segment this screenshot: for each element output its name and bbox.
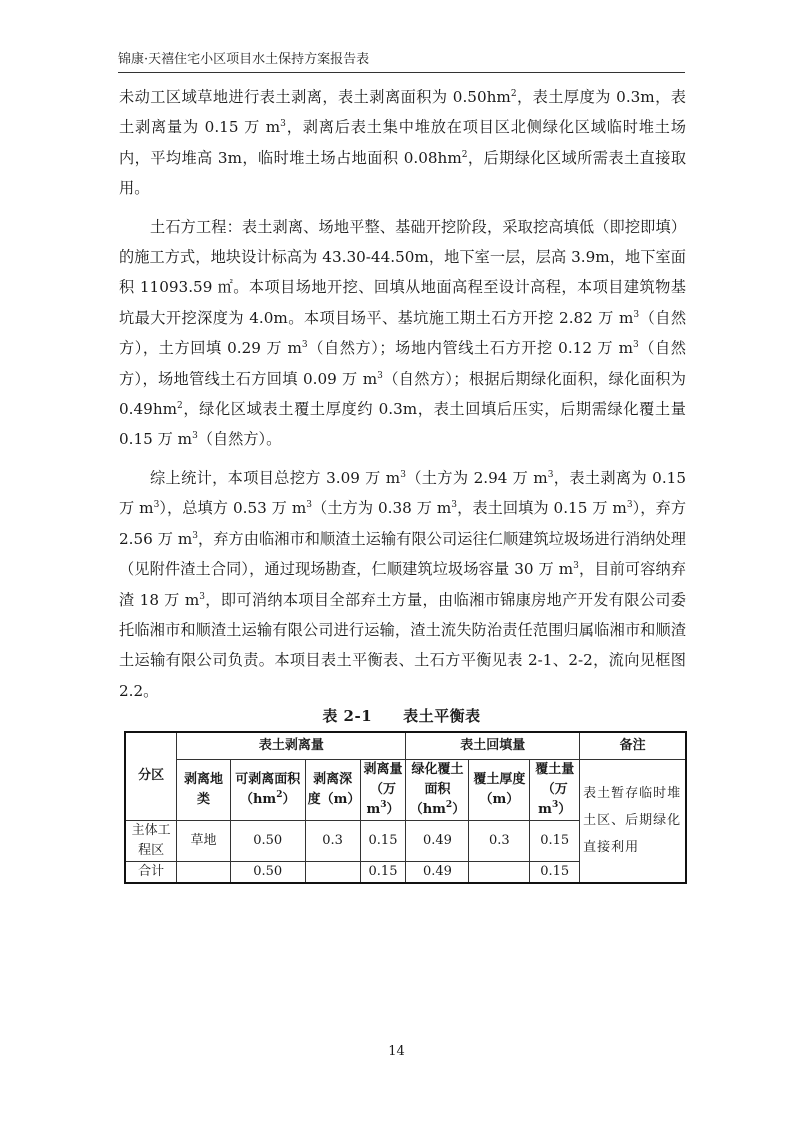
topsoil-balance-table xyxy=(124,731,687,884)
col-cover-volume: 覆土量（万 $m^3$） xyxy=(530,759,580,820)
paragraph-summary: 综上统计，本项目总挖方 3.09 万 $m^3$（土方为 2.94 万 $m^3$，表土剥离为 0.15 万 $m^3$），总填方 0.53 万 $m^3$（土方为 0.38 万 $m^3$，表土回填为 0.15 万 $m^3$），弃方 2.56 万 $m^3$，弃方由临湘市和顺渣土运输有限公司运往仁顺建筑垃圾场进行消纳处理（见附件渣土合同），通过现场勘查，仁顺建筑垃圾场容量 30 万 $m^3$，目前可容纳弃渣 18 万 $m^3$，即可消纳本项目全部弃土方量，由临湘市锦康房地产开发有限公司委托临湘市和顺渣土运输有限公司进行运输，渣土流失防治责任范围归属临湘市和顺渣土运输有限公司负责。本项目表土平衡表、土石方平衡见表 2-1、2-2，流向见框图 2.2。 xyxy=(119,468,687,700)
header-backfill: 表土回填量 xyxy=(406,732,580,759)
cell-strip-type xyxy=(177,861,231,883)
cell-cover-volume: 0.15 xyxy=(530,820,580,861)
paragraph-topsoil-stripping: 未动工区域草地进行表土剥离，表土剥离面积为 $0.50hm^2$，表土厚度为 0.3m，表土剥离量为 0.15 万 $m^3$，剥离后表土集中堆放在项目区北侧绿化区域临时堆土场内，平均堆高 3m，临时堆土场占地面积 $0.08hm^2$，后期绿化区域所需表土直接取用。 xyxy=(119,88,686,198)
col-strip-depth: 剥离深度（m） xyxy=(305,759,360,820)
cell-strip-volume: 0.15 xyxy=(360,861,406,883)
table-group-header-row xyxy=(125,732,686,759)
cell-cover-depth xyxy=(469,861,530,883)
cell-green-area: 0.49 xyxy=(406,861,469,883)
cell-strip-area: 0.50 xyxy=(230,820,305,861)
header-zone: 分区 xyxy=(125,732,177,820)
table-column-header-row xyxy=(125,759,686,820)
col-cover-depth: 覆土厚度（m） xyxy=(469,759,530,820)
cell-zone: 合计 xyxy=(125,861,177,883)
header-stripping: 表土剥离量 xyxy=(177,732,406,759)
col-green-area: 绿化覆土面积$(hm^2)$ xyxy=(406,759,469,820)
header-title: 锦康·天禧住宅小区项目水土保持方案报告表 xyxy=(118,52,370,67)
cell-strip-depth xyxy=(305,861,360,883)
cell-strip-depth: 0.3 xyxy=(305,820,360,861)
col-strip-volume: 剥离量（万 $m^3$） xyxy=(360,759,406,820)
col-strip-type: 剥离地类 xyxy=(177,759,231,820)
cell-green-area: 0.49 xyxy=(406,820,469,861)
cell-strip-type: 草地 xyxy=(177,820,231,861)
col-strip-area: 可剥离面积$(hm^2)$ xyxy=(230,759,305,820)
cell-cover-depth: 0.3 xyxy=(469,820,530,861)
paragraph-earthwork: 土石方工程：表土剥离、场地平整、基础开挖阶段，采取挖高填低（即挖即填）的施工方式，地块设计标高为 43.30-44.50m，地下室一层，层高 3.9m，地下室面积 11093.59 ㎡。本项目场地开挖、回填从地面高程至设计高程，本项目建筑物基坑最大开挖深度为 4.0m。本项目场平、基坑施工期土石方开挖 2.82 万 $m^3$（自然方），土方回填 0.29 万 $m^3$（自然方）；场地内管线土石方开挖 0.12 万 $m^3$（自然方），场地管线土石方回填 0.09 万 $m^3$（自然方）；根据后期绿化面积，绿化面积为 $0.49hm^2$，绿化区域表土覆土厚度约 0.3m，表土回填后压实，后期需绿化覆土量 0.15 万 $m^3$（自然方）。 xyxy=(119,217,687,449)
body-text xyxy=(119,82,686,706)
header-remark: 备注 xyxy=(580,732,686,759)
cell-strip-area: 0.50 xyxy=(230,861,305,883)
document-header xyxy=(118,50,685,73)
table-title: 表 2-1 表土平衡表 xyxy=(322,707,481,725)
cell-zone: 主体工程区 xyxy=(125,820,177,861)
remark-cell: 表土暂存临时堆土区、后期绿化直接利用 xyxy=(580,759,686,883)
cell-cover-volume: 0.15 xyxy=(530,861,580,883)
cell-strip-volume: 0.15 xyxy=(360,820,406,861)
page-number: 14 xyxy=(388,1044,405,1059)
